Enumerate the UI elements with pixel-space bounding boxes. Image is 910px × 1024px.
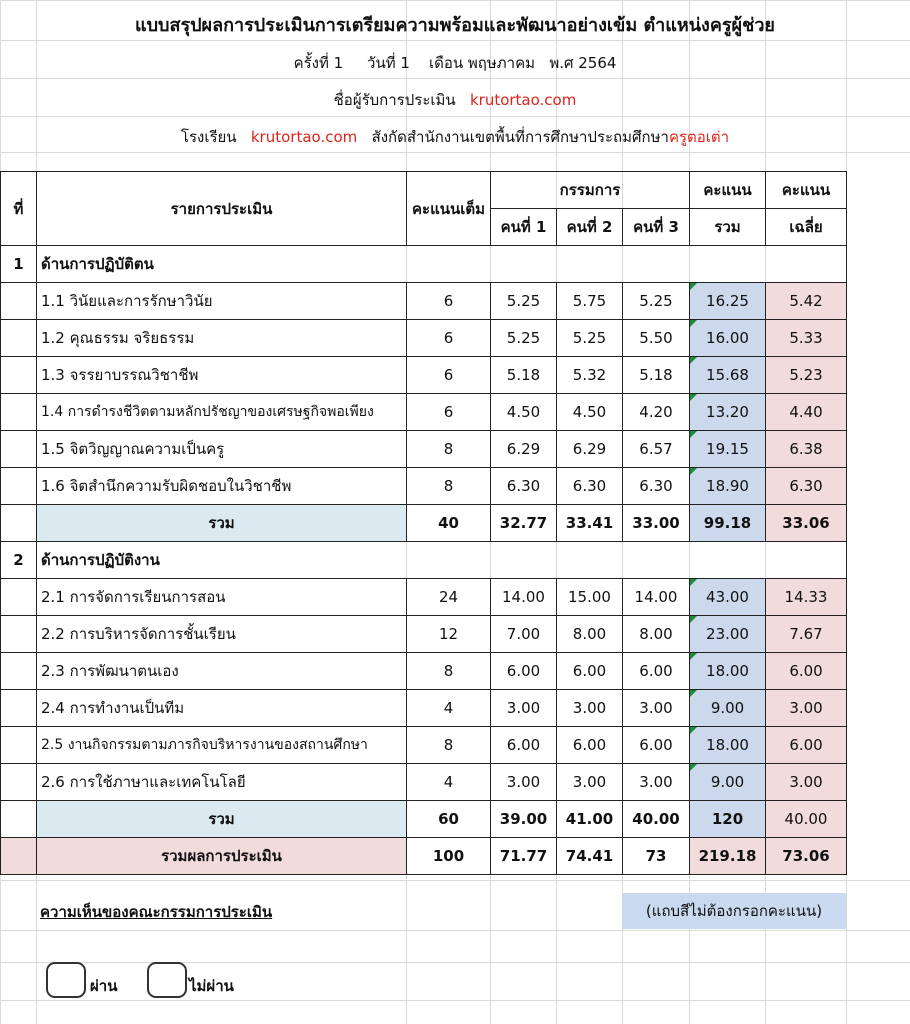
grand-full: 100	[407, 838, 491, 875]
c1-cell[interactable]: 14.00	[491, 579, 557, 616]
avg-cell: 14.33	[766, 579, 847, 616]
total-cell: 9.00	[690, 764, 766, 801]
c1-cell[interactable]: 6.00	[491, 727, 557, 764]
c1-cell[interactable]: 6.30	[491, 468, 557, 505]
full-cell[interactable]: 8	[407, 431, 491, 468]
c3-cell[interactable]: 5.50	[623, 320, 690, 357]
table-row	[1, 653, 847, 690]
total-cell: 18.90	[690, 468, 766, 505]
assessee-label: ชื่อผู้รับการประเมิน	[333, 91, 456, 109]
full-cell[interactable]: 6	[407, 283, 491, 320]
c2-cell[interactable]: 5.32	[557, 357, 623, 394]
item-cell: 2.5 งานกิจกรรมตามภารกิจบริหารงานของสถานศึกษา	[37, 727, 407, 764]
table-row	[1, 690, 847, 727]
c2-cell[interactable]: 6.29	[557, 431, 623, 468]
full-cell[interactable]: 8	[407, 468, 491, 505]
grand-total-row	[1, 838, 847, 875]
item-cell: 1.6 จิตสำนึกความรับผิดชอบในวิชาชีพ	[37, 468, 407, 505]
col-committee-header: กรรมการ	[491, 172, 690, 209]
col-full-header: คะแนนเต็ม	[407, 172, 491, 246]
col-total-sub-header: รวม	[690, 209, 766, 246]
full-cell[interactable]: 4	[407, 764, 491, 801]
avg-cell: 6.30	[766, 468, 847, 505]
round-label: ครั้งที่ 1	[293, 54, 344, 72]
c1-cell[interactable]: 5.25	[491, 320, 557, 357]
sum-c2: 41.00	[557, 801, 623, 838]
c2-cell[interactable]: 15.00	[557, 579, 623, 616]
total-cell: 23.00	[690, 616, 766, 653]
full-cell[interactable]: 24	[407, 579, 491, 616]
avg-cell: 5.42	[766, 283, 847, 320]
fail-checkbox[interactable]	[147, 962, 187, 998]
section-row-1	[1, 246, 847, 283]
avg-cell: 6.00	[766, 727, 847, 764]
total-cell: 18.00	[690, 653, 766, 690]
total-cell: 16.00	[690, 320, 766, 357]
total-cell: 43.00	[690, 579, 766, 616]
day-label: วันที่ 1	[367, 54, 410, 72]
session-line	[0, 51, 910, 75]
item-cell: 1.4 การดำรงชีวิตตามหลักปรัชญาของเศรษฐกิจพอเพียง	[37, 394, 407, 431]
year-label: พ.ศ 2564	[549, 54, 617, 72]
c3-cell[interactable]: 6.30	[623, 468, 690, 505]
c3-cell[interactable]: 5.18	[623, 357, 690, 394]
sum-total: 99.18	[690, 505, 766, 542]
full-cell[interactable]: 8	[407, 653, 491, 690]
item-cell: 1.3 จรรยาบรรณวิชาชีพ	[37, 357, 407, 394]
item-cell: 1.2 คุณธรรม จริยธรรม	[37, 320, 407, 357]
col-c2-header: คนที่ 2	[557, 209, 623, 246]
section-no: 2	[1, 542, 37, 579]
full-cell[interactable]: 4	[407, 690, 491, 727]
total-cell: 19.15	[690, 431, 766, 468]
pass-checkbox[interactable]	[46, 962, 86, 998]
table-row	[1, 727, 847, 764]
avg-cell: 5.23	[766, 357, 847, 394]
office-value[interactable]: ครูตอเต่า	[668, 128, 730, 146]
table-row	[1, 579, 847, 616]
c3-cell[interactable]: 3.00	[623, 764, 690, 801]
c1-cell[interactable]: 3.00	[491, 764, 557, 801]
avg-cell: 5.33	[766, 320, 847, 357]
header-row-1	[1, 172, 847, 209]
full-cell[interactable]: 6	[407, 357, 491, 394]
assessee-value[interactable]: krutortao.com	[469, 91, 577, 109]
table-row	[1, 468, 847, 505]
c3-cell[interactable]: 6.00	[623, 727, 690, 764]
full-cell[interactable]: 12	[407, 616, 491, 653]
col-avg-sub-header: เฉลี่ย	[766, 209, 847, 246]
full-cell[interactable]: 6	[407, 394, 491, 431]
item-cell: 2.6 การใช้ภาษาและเทคโนโลยี	[37, 764, 407, 801]
section-no: 1	[1, 246, 37, 283]
table-row	[1, 283, 847, 320]
total-cell: 16.25	[690, 283, 766, 320]
c3-cell[interactable]: 3.00	[623, 690, 690, 727]
avg-cell: 6.38	[766, 431, 847, 468]
table-row	[1, 394, 847, 431]
assessment-table	[0, 171, 847, 875]
avg-cell: 3.00	[766, 764, 847, 801]
grand-c3: 73	[623, 838, 690, 875]
item-cell: 1.1 วินัยและการรักษาวินัย	[37, 283, 407, 320]
section-row-2	[1, 542, 847, 579]
grand-c2: 74.41	[557, 838, 623, 875]
school-label: โรงเรียน	[180, 128, 237, 146]
sum-label: รวม	[37, 801, 407, 838]
avg-cell: 6.00	[766, 653, 847, 690]
col-no-header: ที่	[1, 172, 37, 246]
assessee-line	[0, 88, 910, 112]
c1-cell[interactable]: 5.18	[491, 357, 557, 394]
table-row	[1, 320, 847, 357]
c2-cell[interactable]: 3.00	[557, 764, 623, 801]
sum-avg: 40.00	[766, 801, 847, 838]
section-title: ด้านการปฏิบัติงาน	[37, 542, 847, 579]
grand-label: รวมผลการประเมิน	[37, 838, 407, 875]
c2-cell[interactable]: 4.50	[557, 394, 623, 431]
school-value[interactable]: krutortao.com	[250, 128, 358, 146]
c3-cell[interactable]: 8.00	[623, 616, 690, 653]
section-sum-row	[1, 801, 847, 838]
table-row	[1, 616, 847, 653]
total-cell: 18.00	[690, 727, 766, 764]
sum-c3: 33.00	[623, 505, 690, 542]
c2-cell[interactable]: 6.00	[557, 653, 623, 690]
col-avg-header: คะแนน	[766, 172, 847, 209]
office-label: สังกัดสำนักงานเขตพื้นที่การศึกษาประถมศึกษา	[371, 128, 669, 146]
sum-full: 40	[407, 505, 491, 542]
c2-cell[interactable]: 8.00	[557, 616, 623, 653]
committee-comment-heading: ความเห็นของคณะกรรมการประเมิน	[40, 903, 273, 921]
c3-cell[interactable]: 5.25	[623, 283, 690, 320]
item-cell: 2.3 การพัฒนาตนเอง	[37, 653, 407, 690]
avg-cell: 7.67	[766, 616, 847, 653]
sum-c2: 33.41	[557, 505, 623, 542]
grand-avg: 73.06	[766, 838, 847, 875]
item-cell: 2.4 การทำงานเป็นทีม	[37, 690, 407, 727]
c3-cell[interactable]: 4.20	[623, 394, 690, 431]
sum-avg: 33.06	[766, 505, 847, 542]
fail-label: ไม่ผ่าน	[189, 977, 234, 995]
c3-cell[interactable]: 6.00	[623, 653, 690, 690]
sum-c1: 39.00	[491, 801, 557, 838]
table-row	[1, 431, 847, 468]
item-cell: 2.2 การบริหารจัดการชั้นเรียน	[37, 616, 407, 653]
table-row	[1, 357, 847, 394]
c1-cell[interactable]: 6.29	[491, 431, 557, 468]
c1-cell[interactable]: 3.00	[491, 690, 557, 727]
month-label: เดือน พฤษภาคม	[429, 54, 535, 72]
sum-total: 120	[690, 801, 766, 838]
c3-cell[interactable]: 14.00	[623, 579, 690, 616]
full-cell[interactable]: 6	[407, 320, 491, 357]
c2-cell[interactable]: 5.75	[557, 283, 623, 320]
item-cell: 2.1 การจัดการเรียนการสอน	[37, 579, 407, 616]
grand-total: 219.18	[690, 838, 766, 875]
col-c1-header: คนที่ 1	[491, 209, 557, 246]
section-title: ด้านการปฏิบัติตน	[37, 246, 847, 283]
c1-cell[interactable]: 5.25	[491, 283, 557, 320]
col-item-header: รายการประเมิน	[37, 172, 407, 246]
c2-cell[interactable]: 3.00	[557, 690, 623, 727]
sum-full: 60	[407, 801, 491, 838]
c1-cell[interactable]: 6.00	[491, 653, 557, 690]
total-cell: 15.68	[690, 357, 766, 394]
c1-cell[interactable]: 4.50	[491, 394, 557, 431]
legend-note: (แถบสีไม่ต้องกรอกคะแนน)	[622, 893, 846, 929]
sum-c3: 40.00	[623, 801, 690, 838]
avg-cell: 3.00	[766, 690, 847, 727]
sum-label: รวม	[37, 505, 407, 542]
page-title: แบบสรุปผลการประเมินการเตรียมความพร้อมและพัฒนาอย่างเข้ม ตำแหน่งครูผู้ช่วย	[135, 15, 775, 36]
total-cell: 13.20	[690, 394, 766, 431]
sum-c1: 32.77	[491, 505, 557, 542]
c2-cell[interactable]: 5.25	[557, 320, 623, 357]
col-c3-header: คนที่ 3	[623, 209, 690, 246]
avg-cell: 4.40	[766, 394, 847, 431]
c1-cell[interactable]: 7.00	[491, 616, 557, 653]
c2-cell[interactable]: 6.00	[557, 727, 623, 764]
col-total-header: คะแนน	[690, 172, 766, 209]
section-sum-row	[1, 505, 847, 542]
grand-c1: 71.77	[491, 838, 557, 875]
table-row	[1, 764, 847, 801]
c2-cell[interactable]: 6.30	[557, 468, 623, 505]
full-cell[interactable]: 8	[407, 727, 491, 764]
c3-cell[interactable]: 6.57	[623, 431, 690, 468]
school-line	[0, 125, 910, 149]
item-cell: 1.5 จิตวิญญาณความเป็นครู	[37, 431, 407, 468]
total-cell: 9.00	[690, 690, 766, 727]
pass-label: ผ่าน	[90, 977, 118, 995]
